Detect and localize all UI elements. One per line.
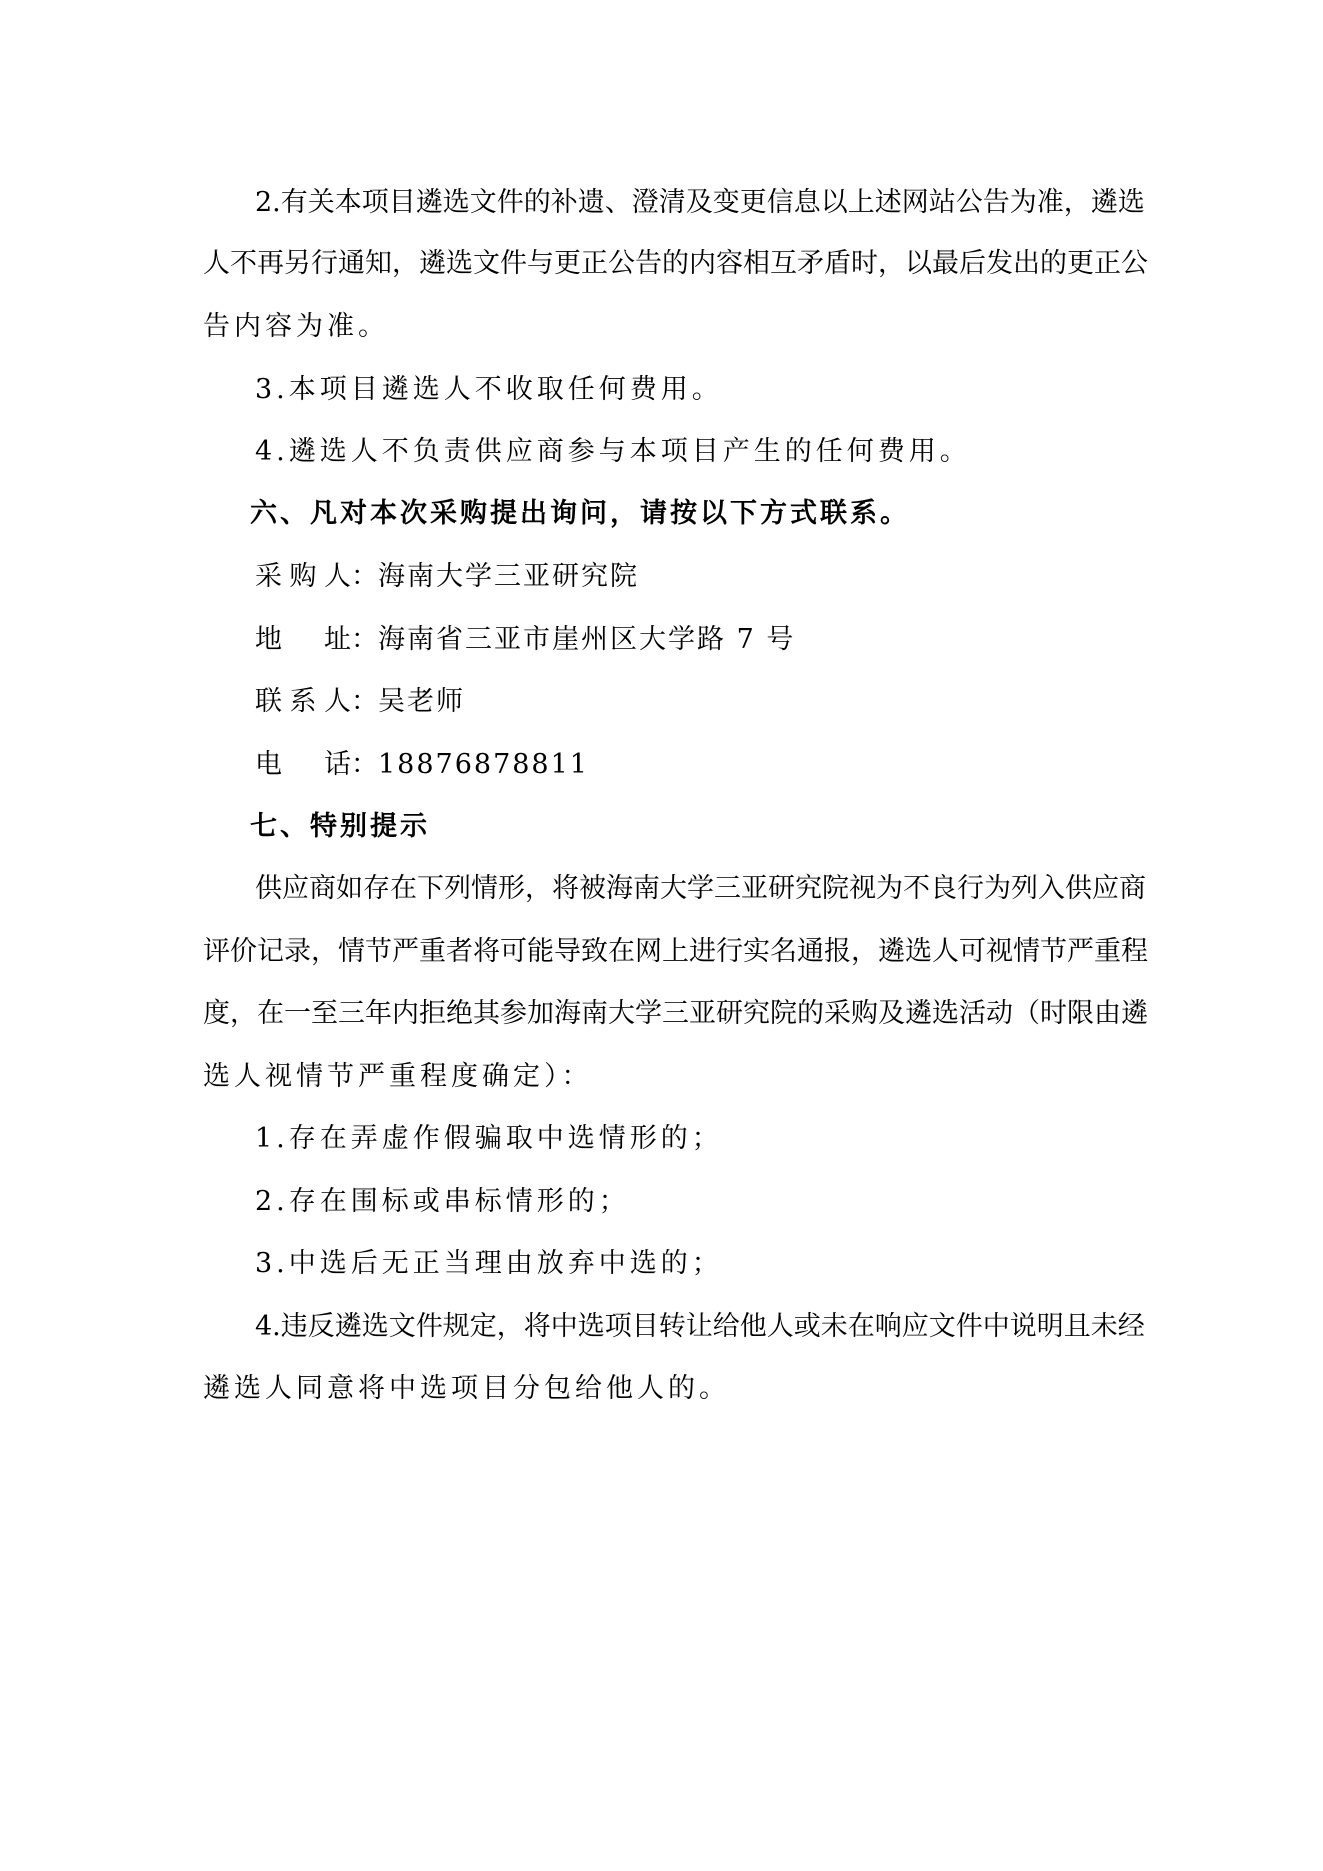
notes-item-4: 4.遴选人不负责供应商参与本项目产生的任何费用。: [255, 436, 971, 467]
contact-person-row: [255, 684, 465, 720]
contact-colon: ：: [351, 624, 378, 655]
section-7-heading: 七、特别提示: [250, 811, 430, 842]
section-7-item-4-line-2: 遴选人同意将中选项目分包给他人的。: [203, 1373, 730, 1404]
contact-address-row: [255, 622, 795, 658]
notes-item-2-line-3: 告内容为准。: [203, 311, 389, 342]
section-7-intro-line-4: 选人视情节严重程度确定）：: [203, 1061, 593, 1092]
section-7-item-3: 3.中选后无正当理由放弃中选的；: [255, 1248, 723, 1279]
contact-purchaser-label: 采购人: [255, 561, 351, 592]
section-7-intro-line-1: 供应商如存在下列情形，将被海南大学三亚研究院视为不良行为列入供应商: [255, 873, 1146, 904]
section-7-intro-line-3: 度，在一至三年内拒绝其参加海南大学三亚研究院的采购及遴选活动（时限由遴: [203, 998, 1148, 1029]
contact-address-label: 地址: [255, 624, 351, 655]
contact-phone-value: 18876878811: [378, 749, 589, 780]
contact-colon: ：: [351, 686, 378, 717]
notes-item-2-line-1: 2.有关本项目遴选文件的补遗、澄清及变更信息以上述网站公告为准，遴选: [255, 187, 1145, 218]
contact-phone-row: [255, 747, 589, 783]
contact-colon: ：: [351, 561, 378, 592]
contact-person-value: 吴老师: [378, 686, 465, 717]
contact-colon: ：: [351, 749, 378, 780]
contact-person-label: 联系人: [255, 686, 351, 717]
section-7-intro-line-2: 评价记录，情节严重者将可能导致在网上进行实名通报，遴选人可视情节严重程: [203, 936, 1148, 967]
notes-item-2-line-2: 人不再另行通知，遴选文件与更正公告的内容相互矛盾时，以最后发出的更正公: [203, 248, 1148, 279]
notes-item-3: 3.本项目遴选人不收取任何费用。: [255, 374, 723, 405]
section-6-heading: 六、凡对本次采购提出询问，请按以下方式联系。: [250, 498, 910, 529]
contact-phone-label: 电话: [255, 749, 351, 780]
contact-address-value: 海南省三亚市崖州区大学路 7 号: [378, 624, 796, 655]
section-7-item-1: 1.存在弄虚作假骗取中选情形的；: [255, 1123, 723, 1154]
section-7-item-2: 2.存在围标或串标情形的；: [255, 1186, 630, 1217]
contact-purchaser-row: [255, 559, 639, 595]
contact-purchaser-value: 海南大学三亚研究院: [378, 561, 639, 592]
section-7-item-4-line-1: 4.违反遴选文件规定，将中选项目转让给他人或未在响应文件中说明且未经: [255, 1311, 1145, 1342]
